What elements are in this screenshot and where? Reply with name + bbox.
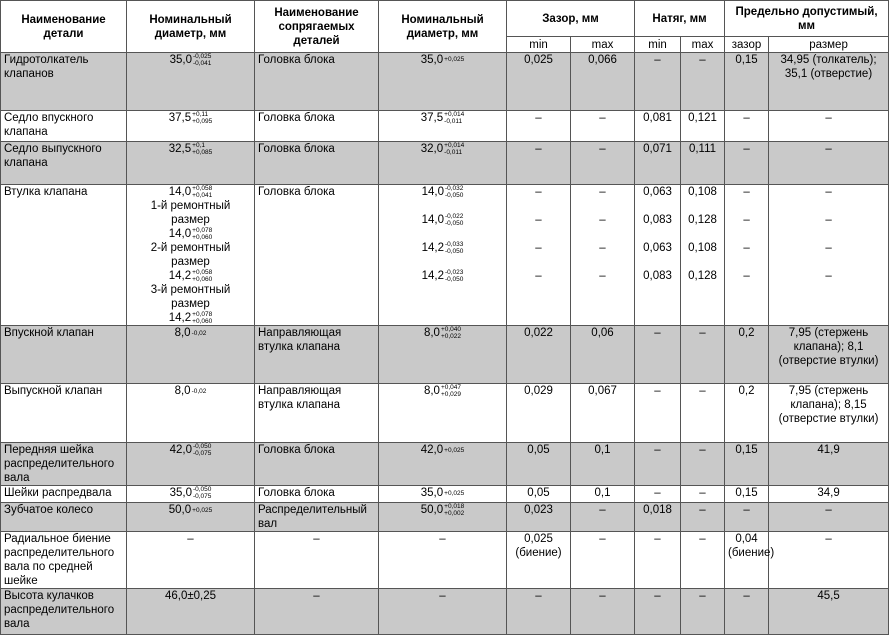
cell-clearance-min: 0,05: [507, 443, 571, 486]
cell-clearance-min: –: [507, 589, 571, 635]
cell-interference-min: –: [635, 486, 681, 503]
cell-limit-size: –: [769, 503, 889, 532]
cell-diameter: –: [127, 532, 255, 589]
cell-diameter: 35,0 -0,025 -0,041: [127, 53, 255, 111]
cell-limit-gap: –: [725, 111, 769, 142]
cell-interference-max: –: [681, 384, 725, 443]
header-mating-parts: Наименование сопрягаемых деталей: [255, 1, 379, 53]
table-row: [1, 185, 889, 326]
cell-limit-gap: 0,2: [725, 384, 769, 443]
header-limit-gap: зазор: [725, 37, 769, 53]
cell-part: Радиальное биение распределительного вала по средней шейке: [1, 532, 127, 589]
cell-mating: Направляющая втулка клапана: [255, 384, 379, 443]
cell-clearance-max: 0,06: [571, 326, 635, 384]
header-clearance-min: min: [507, 37, 571, 53]
cell-diameter-2: –: [379, 589, 507, 635]
cell-diameter-2: 37,5 +0,014 -0,011: [379, 111, 507, 142]
table-row: [1, 532, 889, 589]
cell-diameter: 42,0 -0,050 -0,075: [127, 443, 255, 486]
cell-diameter-2: 32,0 +0,014 -0,011: [379, 142, 507, 185]
cell-mating: –: [255, 532, 379, 589]
cell-diameter: 14,0 +0,058 +0,041 1-й ремонтный размер 14,0 +0,078 +0,060 2-й ремонтный размер 14,2 +0,058 +0,060 3-й ремонтный размер 14,2 +0,078 +0,060: [127, 185, 255, 326]
cell-interference-max: –: [681, 53, 725, 111]
cell-diameter: 35,0 -0,050 -0,075: [127, 486, 255, 503]
cell-diameter: 32,5 +0,1 +0,085: [127, 142, 255, 185]
header-limit: Предельно допустимый, мм: [725, 1, 889, 37]
cell-limit-size: 7,95 (стержень клапана); 8,1 (отверстие втулки): [769, 326, 889, 384]
cell-interference-min: 0,081: [635, 111, 681, 142]
cell-part: Впускной клапан: [1, 326, 127, 384]
table-row: [1, 486, 889, 503]
header-clearance-max: max: [571, 37, 635, 53]
cell-clearance-max: –: [571, 503, 635, 532]
cell-part: Высота кулачков распределительного вала: [1, 589, 127, 635]
cell-clearance-max: 0,067: [571, 384, 635, 443]
cell-part: Передняя шейка распределительного вала: [1, 443, 127, 486]
cell-limit-size: 41,9: [769, 443, 889, 486]
cell-diameter-2: 35,0 +0,025: [379, 53, 507, 111]
cell-interference-min: –: [635, 443, 681, 486]
cell-limit-gap: –: [725, 503, 769, 532]
table-row: [1, 384, 889, 443]
cell-limit-gap: 0,04 (биение): [725, 532, 769, 589]
cell-mating: Головка блока: [255, 53, 379, 111]
cell-interference-max: 0,111: [681, 142, 725, 185]
cell-interference-min: –: [635, 532, 681, 589]
cell-clearance-max: –: [571, 532, 635, 589]
cell-limit-size: 7,95 (стержень клапана); 8,15 (отверстие втулки): [769, 384, 889, 443]
cell-diameter-2: 14,0 -0,032 -0,050 14,0 -0,022 -0,050 14,2 -0,033 -0,050 14,2 -0,023 -0,050: [379, 185, 507, 326]
cell-limit-size: 45,5: [769, 589, 889, 635]
cell-diameter: 46,0±0,25: [127, 589, 255, 635]
cell-diameter-2: 35,0 +0,025: [379, 486, 507, 503]
cell-diameter: 8,0 -0,02: [127, 384, 255, 443]
cell-diameter-2: 8,0 +0,040 +0,022: [379, 326, 507, 384]
cell-interference-max: –: [681, 503, 725, 532]
cell-interference-max: 0,108 0,128 0,108 0,128: [681, 185, 725, 326]
cell-limit-size: –: [769, 142, 889, 185]
cell-interference-max: –: [681, 326, 725, 384]
cell-limit-size: –: [769, 532, 889, 589]
cell-clearance-min: 0,022: [507, 326, 571, 384]
cell-clearance-min: 0,023: [507, 503, 571, 532]
cell-interference-max: –: [681, 589, 725, 635]
header-clearance: Зазор, мм: [507, 1, 635, 37]
cell-clearance-max: 0,1: [571, 443, 635, 486]
cell-interference-min: –: [635, 326, 681, 384]
header-interference-max: max: [681, 37, 725, 53]
cell-diameter-2: 42,0 +0,025: [379, 443, 507, 486]
cell-interference-min: –: [635, 53, 681, 111]
header-limit-size: размер: [769, 37, 889, 53]
table-row: [1, 111, 889, 142]
cell-diameter: 37,5 +0,11 +0,095: [127, 111, 255, 142]
cell-mating: Распределительный вал: [255, 503, 379, 532]
cell-clearance-min: –: [507, 142, 571, 185]
cell-limit-size: – – – –: [769, 185, 889, 326]
cell-interference-max: –: [681, 532, 725, 589]
cell-mating: Головка блока: [255, 185, 379, 326]
cell-mating: Головка блока: [255, 142, 379, 185]
table-row: [1, 142, 889, 185]
cell-clearance-min: –: [507, 111, 571, 142]
cell-limit-size: 34,9: [769, 486, 889, 503]
cell-mating: –: [255, 589, 379, 635]
cell-part: Выпускной клапан: [1, 384, 127, 443]
cell-part: Втулка клапана: [1, 185, 127, 326]
cell-clearance-min: 0,025: [507, 53, 571, 111]
cell-diameter: 50,0 +0,025: [127, 503, 255, 532]
header-nominal-diameter-2: Номинальный диаметр, мм: [379, 1, 507, 53]
cell-interference-min: 0,018: [635, 503, 681, 532]
table-row: [1, 589, 889, 635]
cell-clearance-max: –: [571, 111, 635, 142]
cell-mating: Головка блока: [255, 111, 379, 142]
cell-limit-gap: 0,2: [725, 326, 769, 384]
cell-interference-min: 0,071: [635, 142, 681, 185]
cell-clearance-min: 0,025 (биение): [507, 532, 571, 589]
header-interference-min: min: [635, 37, 681, 53]
cell-limit-gap: –: [725, 589, 769, 635]
cell-mating: Головка блока: [255, 486, 379, 503]
cell-limit-gap: 0,15: [725, 53, 769, 111]
cell-limit-gap: 0,15: [725, 486, 769, 503]
cell-clearance-max: –: [571, 589, 635, 635]
cell-clearance-max: 0,066: [571, 53, 635, 111]
cell-interference-max: 0,121: [681, 111, 725, 142]
cell-diameter-2: 50,0 +0,018 +0,002: [379, 503, 507, 532]
cell-clearance-max: –: [571, 142, 635, 185]
header-interference: Натяг, мм: [635, 1, 725, 37]
cell-part: Зубчатое колесо: [1, 503, 127, 532]
cell-interference-min: –: [635, 384, 681, 443]
cell-interference-max: –: [681, 443, 725, 486]
cell-mating: Направляющая втулка клапана: [255, 326, 379, 384]
cell-part: Седло выпускного клапана: [1, 142, 127, 185]
cell-part: Гидротолкатель клапанов: [1, 53, 127, 111]
cell-clearance-min: – – – –: [507, 185, 571, 326]
cell-interference-min: –: [635, 589, 681, 635]
cell-clearance-min: 0,029: [507, 384, 571, 443]
cell-limit-gap: – – – –: [725, 185, 769, 326]
cell-diameter-2: 8,0 +0,047 +0,029: [379, 384, 507, 443]
table-row: [1, 326, 889, 384]
cell-limit-gap: 0,15: [725, 443, 769, 486]
table-row: [1, 443, 889, 486]
cell-clearance-min: 0,05: [507, 486, 571, 503]
header-nominal-diameter: Номинальный диаметр, мм: [127, 1, 255, 53]
cell-part: Шейки распредвала: [1, 486, 127, 503]
cell-clearance-max: 0,1: [571, 486, 635, 503]
cell-limit-size: 34,95 (толкатель); 35,1 (отверстие): [769, 53, 889, 111]
cell-limit-gap: –: [725, 142, 769, 185]
table-row: [1, 53, 889, 111]
cell-diameter: 8,0 -0,02: [127, 326, 255, 384]
cell-diameter-2: –: [379, 532, 507, 589]
table-row: [1, 503, 889, 532]
cell-limit-size: –: [769, 111, 889, 142]
header-part: Наименование детали: [1, 1, 127, 53]
cell-clearance-max: – – – –: [571, 185, 635, 326]
cell-part: Седло впускного клапана: [1, 111, 127, 142]
cell-interference-max: –: [681, 486, 725, 503]
cell-interference-min: 0,063 0,083 0,063 0,083: [635, 185, 681, 326]
cell-mating: Головка блока: [255, 443, 379, 486]
